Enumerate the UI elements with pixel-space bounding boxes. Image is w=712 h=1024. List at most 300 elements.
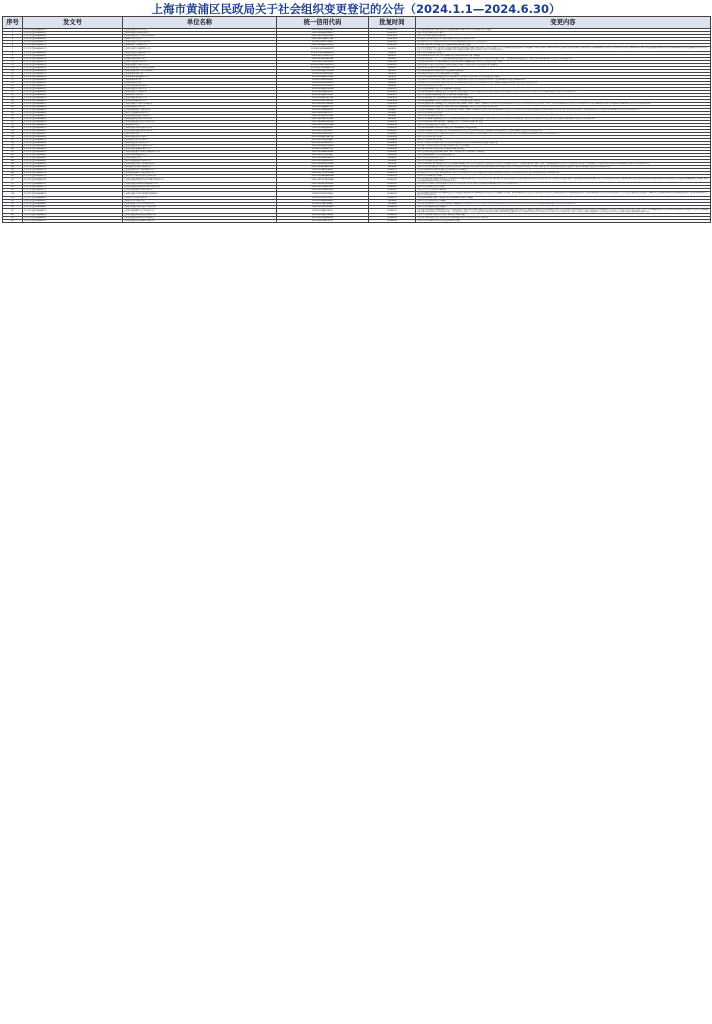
cell-credit-code: 52310101055886383XT <box>277 47 369 52</box>
cell-serial-number: 34 <box>3 130 23 133</box>
cell-serial-number: 62 <box>3 220 23 223</box>
cell-change-content: 法定代表人由周孝胜变更为贾瑞苗;业务范围由中学文化、职技类等非学历进修(涉及许可的,凭许可证开展业务)变更为非学历文化知识培训(涉及许可的,凭许可证开展业务)。 <box>416 133 711 136</box>
cell-serial-number: 40 <box>3 148 23 151</box>
cell-serial-number: 26 <box>3 106 23 109</box>
cell-change-content: 住所由黄浦区打浦路200号4号楼601室变更为黄浦区打浦路200号4号楼601室;业务范围由青少年篮球、乒乓球、游泳(涉及行政许可的,凭许可证开展业务)变更为青少年体育运动项目的训练和竞赛活动、体育培训(涉及许可的,凭许可证开展业务)、养生发展、组织开展各种宣传、赛事活动,青少年体育运动项目的训练和竞赛活动、体育培训(涉及许可的,凭许可证开展业务)。 <box>416 192 711 197</box>
cell-change-content: 住所由宁波路120号18楼110室变更为宁波路120号18楼110室;法定代表人由郑小杰变更为李伯静;业务范围由技能培训,开展有偿服务和培训;依法开展专业咨询、各种商业活动宣传交流、开展有偿服务和培训(涉及许可的,凭许可证开展业务)变更为承接政府购买服务,宣传法律,开展有偿服务和培训,开展培训知识,为社会提供商事调解和专业调解、参与社会治理(涉及行政许可的,凭许可证开展业务)。 <box>416 178 711 183</box>
cell-organization-name: 上海市民办文达中学 <box>123 38 277 41</box>
cell-approval-date: 2024/3/26 <box>369 100 416 103</box>
cell-document-number: 沪黄民社登[2024]0091号 <box>23 220 123 223</box>
cell-serial-number: 37 <box>3 139 23 142</box>
cell-document-number: 沪黄民社登[2024]0081号 <box>23 192 123 197</box>
cell-serial-number: 33 <box>3 127 23 130</box>
cell-credit-code: 52310101E78912309 <box>277 197 369 200</box>
cell-approval-date: 2024/1/25 <box>369 35 416 38</box>
cell-document-number: 沪黄民社登[2024]0056号 <box>23 136 123 139</box>
cell-serial-number: 18 <box>3 82 23 85</box>
cell-organization-name: 上海第一课堂教育文化中心 <box>123 61 277 64</box>
cell-approval-date: 2024/3/5 <box>369 82 416 85</box>
cell-approval-date: 2024/4/26 <box>369 145 416 148</box>
cell-organization-name: 上海市黄浦区浩海海涅悦教师服务中心 <box>123 214 277 217</box>
cell-change-content: 住所由斜土路1496号变更为中山南路969号1903室。 <box>416 88 711 91</box>
cell-document-number: 沪黄民社登[2024]0051号 <box>23 127 123 130</box>
cell-change-content: 住所由重庆南路100号1411室变更为制造局路181号3楼;法定代表人由张燕变更为黄佳华。 <box>416 29 711 32</box>
cell-serial-number: 23 <box>3 97 23 100</box>
cell-approval-date: 2024/3/21 <box>369 94 416 97</box>
cell-organization-name: 上海市黄浦区小学心中心 <box>123 106 277 109</box>
cell-document-number: 沪黄民社登[2024]0011号 <box>23 41 123 44</box>
cell-serial-number: 48 <box>3 172 23 175</box>
cell-change-content: 住所由中华路西路1003号3楼变更为中华路236号三层西首另一层;法定代表人由罗梅全变更为杨伟。 <box>416 76 711 79</box>
cell-change-content: 法定代表人由朱斌变更为王新江。 <box>416 32 711 35</box>
cell-document-number: 沪黄民社登[2024]0030号 <box>23 79 123 82</box>
cell-change-content: 法定代表人由张敏变更为高聪。 <box>416 175 711 178</box>
cell-approval-date: 2024/1/25 <box>369 38 416 41</box>
cell-credit-code: 52310101E78910006I <box>277 73 369 76</box>
cell-change-content: 住所由河南南路3号3-4号023室变更为蒙自路737号905室。 <box>416 169 711 172</box>
cell-credit-code: 52310101501109284 <box>277 100 369 103</box>
cell-approval-date: 2024/5/29 <box>369 189 416 192</box>
cell-document-number: 沪黄民社登[2024]0038号 <box>23 94 123 97</box>
cell-credit-code: 52310101695837877Y <box>277 220 369 223</box>
cell-serial-number: 4 <box>3 38 23 41</box>
cell-organization-name: 上海市黄浦区老西门街道社会组织服务中心 <box>123 151 277 154</box>
cell-document-number: 沪黄民社登[2024]0052号 <box>23 130 123 133</box>
cell-document-number: 沪黄民社登[2024]0059号 <box>23 145 123 148</box>
cell-document-number: 沪黄民社登[2024]0026号 <box>23 70 123 73</box>
cell-serial-number: 39 <box>3 145 23 148</box>
cell-organization-name: 上海市黄浦区外滩社区志愿者协会 <box>123 127 277 130</box>
cell-organization-name: 上海市章惠养老管理服务中心 <box>123 76 277 79</box>
cell-change-content: 法定代表人由孔东变更为贾燕。 <box>416 85 711 88</box>
cell-credit-code: 52310101MJ4974098 <box>277 169 369 172</box>
cell-credit-code: 52310101MJ498003E <box>277 127 369 130</box>
cell-document-number: 沪黄民社登[2024]0060号 <box>23 148 123 151</box>
cell-credit-code: 52310101094420859X <box>277 157 369 160</box>
cell-serial-number: 30 <box>3 118 23 121</box>
cell-approval-date: 2024/4/16 <box>369 127 416 130</box>
cell-approval-date: 2024/3/5 <box>369 79 416 82</box>
cell-serial-number: 24 <box>3 100 23 103</box>
cell-organization-name: 上海市黄浦区民生现代美术馆 <box>123 64 277 67</box>
column-header-document-number: 发文号 <box>23 17 123 29</box>
cell-credit-code: 52310101794547832G <box>277 189 369 192</box>
cell-organization-name: 上海黄浦区七彩星启育明德学校 <box>123 166 277 169</box>
cell-document-number: 沪黄民社登[2024]0057号 <box>23 139 123 142</box>
cell-serial-number: 17 <box>3 79 23 82</box>
cell-serial-number: 36 <box>3 136 23 139</box>
cell-serial-number: 1 <box>3 29 23 32</box>
cell-change-content: 住所由大沽路374号3楼变更为徐家汇路550号20楼C3座。 <box>416 214 711 217</box>
cell-change-content: 法定代表人由杨一鹏变更为赵一峰。 <box>416 35 711 38</box>
cell-credit-code: 52310101757587077O <box>277 55 369 58</box>
cell-serial-number: 52 <box>3 186 23 189</box>
cell-document-number: 沪黄民社登[2024]0064号 <box>23 154 123 157</box>
cell-approval-date: 2024/3/29 <box>369 106 416 109</box>
cell-approval-date: 2024/4/22 <box>369 130 416 133</box>
cell-organization-name: 上海市黄浦区欢乐汇社区服务中心 <box>123 145 277 148</box>
cell-credit-code: 52310101669388756P <box>277 58 369 61</box>
cell-credit-code: 52310101E78930983 <box>277 82 369 85</box>
cell-document-number: 沪黄民社登[2024]0050号 <box>23 124 123 127</box>
cell-serial-number: 16 <box>3 76 23 79</box>
cell-serial-number: 28 <box>3 112 23 115</box>
cell-approval-date: 2024/2/20 <box>369 61 416 64</box>
cell-document-number: 沪黄民社登[2024]0089号 <box>23 214 123 217</box>
cell-approval-date: 2024/4/30 <box>369 151 416 154</box>
cell-document-number: 沪黄民社登[2024]0041号 <box>23 103 123 106</box>
cell-serial-number: 12 <box>3 64 23 67</box>
cell-approval-date: 2024/5/31 <box>369 197 416 200</box>
cell-change-content: 住所由南京西路185号变更为南京西路185号B座6楼;业务范围由中小学生艺术类非学历非学历培训(涉及许可的,凭许可证开展业务)变更为非学历文化知识培训(涉及许可的,凭许可证开展业务)。 <box>416 203 711 206</box>
cell-credit-code: 52310101424820408 <box>277 200 369 203</box>
cell-organization-name: 上海市黄浦区申同人养护院 <box>123 136 277 139</box>
table-body <box>3 29 711 223</box>
cell-credit-code: 52310101667841895D <box>277 166 369 169</box>
cell-document-number: 沪黄民社登[2024]0075号 <box>23 183 123 186</box>
cell-change-content: 业务范围由学校教育变更为学历教育(涉及许可的,凭许可证开展业务)。 <box>416 38 711 41</box>
cell-serial-number: 6 <box>3 44 23 47</box>
cell-credit-code: 51310101MJ4968271V <box>277 106 369 109</box>
cell-change-content: 法定代表人由李经理变更为汉;业务范围由为开展世纪广场社会活动提供服务,开展社区志愿服务活动(涉及许可的,凭许可证开展业务)变更为为世纪广场社会活动、志愿服务开展社会公益活动、服务活动(涉及许可的,凭许可证开展业务)。 <box>416 166 711 169</box>
cell-document-number: 沪黄民社登[2024]0012号 <box>23 44 123 47</box>
cell-change-content: 法定代表人由朱贞元变更为朱毅峰。 <box>416 200 711 203</box>
cell-organization-name: 上海市黄浦区新闻晨报沪喆进修学校 <box>123 121 277 124</box>
cell-credit-code: 52310101767929376A <box>277 172 369 175</box>
cell-credit-code: 52310101MJ4973116 <box>277 209 369 214</box>
cell-organization-name: 上海市黄浦区天蓝朗教育培训中心 <box>123 130 277 133</box>
column-header-serial-number: 序号 <box>3 17 23 29</box>
cell-credit-code: 52310101MJ4979825A <box>277 88 369 91</box>
cell-document-number: 沪黄民社登[2024]0065号 <box>23 157 123 160</box>
cell-change-content: 住所由打浦路200号4号603室变更为斜土路768号404室;法定代表人由黄琪变更为金俊敏;业务范围由青少年游泳,各类中、青年游泳及培训、训练、比赛、交流(涉及行政许可的,凭许可证开展业务)变更为青少年游泳、各类体育类非学历非学历(涉及行政许可的,凭许可证开展业务)。 <box>416 163 711 166</box>
cell-document-number: 沪黄民社登[2024]0022号 <box>23 64 123 67</box>
cell-approval-date: 2024/5/20 <box>369 178 416 183</box>
cell-credit-code: 52310101E78821214K <box>277 38 369 41</box>
cell-serial-number: 59 <box>3 209 23 214</box>
cell-document-number: 沪黄民社登[2024]0003号 <box>23 32 123 35</box>
cell-document-number: 沪黄民社登[2024]0086号 <box>23 206 123 209</box>
cell-document-number: 沪黄民社登[2024]0015号 <box>23 47 123 52</box>
cell-serial-number: 60 <box>3 214 23 217</box>
cell-approval-date: 2024/2/2 <box>369 58 416 61</box>
cell-approval-date: 2024/5/8 <box>369 166 416 169</box>
cell-document-number: 沪黄民社登[2024]0058号 <box>23 142 123 145</box>
cell-serial-number: 55 <box>3 197 23 200</box>
cell-credit-code: 52310101757187085A <box>277 178 369 183</box>
cell-approval-date: 2024/4/30 <box>369 148 416 151</box>
cell-credit-code: 52310101750317664 <box>277 192 369 197</box>
cell-credit-code: 52310101425203583R <box>277 183 369 186</box>
cell-approval-date: 2024/5/6 <box>369 157 416 160</box>
cell-change-content: 业务范围由中小学生文化学科培训(涉及许可的,凭许可证开展业务)变更为普通高中非学科类培训(涉及许可的,凭许可证开展业务);开办资金由10.00万元变更为100.00万元。 <box>416 172 711 175</box>
cell-change-content: 法定代表人由郑智变更为郑敏。 <box>416 136 711 139</box>
cell-serial-number: 10 <box>3 58 23 61</box>
cell-credit-code: 52310101MJ4973108E <box>277 76 369 79</box>
cell-serial-number: 20 <box>3 88 23 91</box>
cell-document-number: 沪黄民社登[2024]0032号 <box>23 85 123 88</box>
cell-document-number: 沪黄民社登[2024]0048号 <box>23 118 123 121</box>
cell-document-number: 沪黄民社登[2024]0035号 <box>23 88 123 91</box>
cell-serial-number: 27 <box>3 109 23 112</box>
cell-document-number: 沪黄民社登[2024]0090号 <box>23 217 123 220</box>
cell-organization-name: 上海市知音职业学校 <box>123 79 277 82</box>
cell-credit-code: 52310101750592255C <box>277 186 369 189</box>
cell-organization-name: 上海市黄浦区格致八彩艺术俱乐部 <box>123 70 277 73</box>
cell-credit-code: 52310101695837877Y <box>277 112 369 115</box>
cell-approval-date: 2024/1/25 <box>369 41 416 44</box>
cell-document-number: 沪黄民社登[2024]0068号 <box>23 160 123 163</box>
cell-credit-code: 52310101766494470C <box>277 109 369 112</box>
cell-organization-name: 上海市黄浦区格致青少年体育俱乐部 <box>123 67 277 70</box>
cell-document-number: 沪黄民社登[2024]0036号 <box>23 91 123 94</box>
cell-document-number: 沪黄民社登[2024]0019号 <box>23 58 123 61</box>
cell-credit-code: 52310101MJ4979606O <box>277 32 369 35</box>
cell-organization-name: 上海市黄浦区大公调解中心 <box>123 91 277 94</box>
cell-organization-name: 上海人大人创新创业研修学院 <box>123 112 277 115</box>
cell-organization-name: 上海市黄浦区澜芝文化发展服务中心 <box>123 172 277 175</box>
table-header <box>3 17 711 29</box>
cell-approval-date: 2024/5/8 <box>369 160 416 163</box>
cell-approval-date: 2024/5/11 <box>369 169 416 172</box>
cell-credit-code: 52310101MJ4973431W <box>277 136 369 139</box>
cell-approval-date: 2024/4/26 <box>369 136 416 139</box>
cell-organization-name: 上海协进高级管理进修学院 <box>123 154 277 157</box>
cell-credit-code: 52310101747632882L <box>277 139 369 142</box>
cell-document-number: 沪黄民社登[2024]0023号 <box>23 67 123 70</box>
cell-organization-name: 上海明德进修学院 <box>123 124 277 127</box>
cell-approval-date: 2024/4/30 <box>369 154 416 157</box>
column-header-credit-code: 统一信用代码 <box>277 17 369 29</box>
cell-credit-code: 52310101MJ4979745N <box>277 70 369 73</box>
cell-change-content: 住所由蒙自路1359号3楼A322室变更为上海市黄浦区宁波路120号18楼110室;业务范围由为弱势群体开展慈善帮困与志愿服务项目,组织公益交流活动,开展与慈善公益相关的咨询与服务;接受政府委托开展相关服务项目(涉及行政许可的,凭许可证开展业务)变更为为社区、企业、社团等组织及提供公益活动支持,提供慈善资讯与服务,为社会公益慈善组织提供服务和志愿服务,以协助建设社区、为社区提供公益服务;为社会公益服务机构提供志愿者服务,承接政府和企事业单位项目(涉及许可的,凭许可证开展业务);法定代表人由冯俊变更为周秀杰;名称由上海市黄浦区慈济公益青年发展中心变更为上海市黄浦区外滩街道综合服务中心。 <box>416 209 711 214</box>
cell-serial-number: 56 <box>3 200 23 203</box>
cell-approval-date: 2024/3/1 <box>369 73 416 76</box>
cell-credit-code: 51310101501111BX8 <box>277 41 369 44</box>
cell-document-number: 沪黄民社登[2024]0049号 <box>23 121 123 124</box>
cell-serial-number: 49 <box>3 175 23 178</box>
cell-change-content: 住所由汉口路266号9楼901室变更为汉口路300号3楼301室;业务范围由普通高中学科课外辅导变更为学科类非学历补习(涉及许可的,凭许可证开展业务),变更为非学历文化知识培训(涉及许可的,凭许可证开展业务)。 <box>416 118 711 121</box>
cell-serial-number: 8 <box>3 52 23 55</box>
cell-credit-code: 52310101739036327X9 <box>277 67 369 70</box>
cell-serial-number: 2 <box>3 32 23 35</box>
cell-serial-number: 14 <box>3 70 23 73</box>
cell-approval-date: 2024/6/24 <box>369 217 416 220</box>
cell-serial-number: 51 <box>3 183 23 186</box>
cell-change-content: 住所由淮海南路933号2501变更为斜土路433号402室。 <box>416 70 711 73</box>
cell-change-content: 住所由浙江南路800号17楼变更为宁海东路200号1505、1506、1516;业务范围由中华汉语(涉及行政许可的,凭许可证开展业务),开展体育赛事活动(其他体育运动除外)变更为非学历教育(体育培训)、开展体育运动非学历文化知识培训(涉及许可的,凭许可证开展业务)。 <box>416 109 711 112</box>
cell-serial-number: 15 <box>3 73 23 76</box>
cell-document-number: 沪黄民社登[2024]0074号 <box>23 178 123 183</box>
cell-document-number: 沪黄民社登[2024]0021号 <box>23 61 123 64</box>
cell-change-content: 法定代表人由张振敏变更为陈冀华。 <box>416 206 711 209</box>
cell-serial-number: 13 <box>3 67 23 70</box>
cell-serial-number: 38 <box>3 142 23 145</box>
cell-approval-date: 2024/2/2 <box>369 55 416 58</box>
cell-change-content: 名称由上海民生现代美术馆变更为上海市黄浦区民生现代美术馆;法定代表人由黄萍变更为张涛宁。 <box>416 64 711 67</box>
column-header-organization-name: 单位名称 <box>123 17 277 29</box>
cell-organization-name: 上海市当代人才进修学院 <box>123 200 277 203</box>
cell-change-content: 法定代表人由徐俊亮变更为王刚。 <box>416 186 711 189</box>
cell-organization-name: 上海市黄浦区社会救助事务管理中心 <box>123 220 277 223</box>
cell-approval-date: 2024/4/16 <box>369 121 416 124</box>
cell-change-content: 住所由中华东站路110号变更为西宝家路121号3楼。 <box>416 220 711 223</box>
cell-change-content: 法定代表人由任晓东变更为黄凯。 <box>416 160 711 163</box>
cell-credit-code: 52310101341549501O <box>277 142 369 145</box>
cell-document-number: 沪黄民社登[2024]0028号 <box>23 76 123 79</box>
cell-credit-code: 52310101558797240K <box>277 115 369 118</box>
cell-change-content: 业务范围由高等非学历教育(财经类、外语类)(涉及许可的,凭许可证开展业务)变更为高等非学历教育(财经类、外语类)(涉及许可的,凭许可证开展业务)。 <box>416 130 711 133</box>
cell-approval-date: 2024/4/26 <box>369 139 416 142</box>
cell-approval-date: 2024/5/31 <box>369 192 416 197</box>
cell-organization-name: 上海市黄浦区艺术教育学会 <box>123 88 277 91</box>
cell-organization-name: 上海市黄浦区五里桥社区老年日间照料站 <box>123 192 277 197</box>
cell-change-content: 业务范围由中小学艺术特长生教育变更为初中学历教育(涉及许可的,凭许可证开展业务);开办资金由50.00万元变更为100.00万元。 <box>416 79 711 82</box>
cell-approval-date: 2024/3/1 <box>369 76 416 79</box>
cell-approval-date: 2024/4/3 <box>369 112 416 115</box>
cell-credit-code: 52310101593130141S <box>277 35 369 38</box>
cell-credit-code: 51310101501101109X <box>277 29 369 32</box>
cell-credit-code: 52310101MJ4979845X <box>277 214 369 217</box>
cell-organization-name: 上海市黄浦区本文化艺术中心 <box>123 142 277 145</box>
cell-document-number: 沪黄民社登[2024]0046号 <box>23 112 123 115</box>
cell-approval-date: 2024/4/26 <box>369 133 416 136</box>
cell-change-content: 业务范围由中小学艺术特长生教育变更为初中学历教育(涉及许可的,凭许可证开展业务)变更为普通高中课程教育(涉及许可的,凭许可证开展业务)。 <box>416 82 711 85</box>
cell-credit-code: 52310101055886383XT <box>277 52 369 55</box>
cell-serial-number: 22 <box>3 94 23 97</box>
cell-document-number: 沪黄民社登[2024]0070号 <box>23 166 123 169</box>
cell-organization-name: 上海市黄浦区瑞金二路街道商会 <box>123 109 277 112</box>
cell-approval-date: 2024/2/2 <box>369 52 416 55</box>
cell-organization-name: 上海翔鸿青少年体育俱乐部 <box>123 197 277 200</box>
cell-credit-code: 52310101660763900A <box>277 121 369 124</box>
registration-change-table <box>2 16 711 223</box>
cell-change-content: 住所由复兴东路53号底层变更为蒙自东路27号地下一层113室。 <box>416 145 711 148</box>
cell-approval-date: 2024/4/26 <box>369 142 416 145</box>
cell-approval-date: 2024/5/8 <box>369 163 416 166</box>
cell-approval-date: 2024/4/1 <box>369 109 416 112</box>
cell-document-number: 沪黄民社登[2024]0002号 <box>23 29 123 32</box>
cell-approval-date: 2024/5/22 <box>369 186 416 189</box>
cell-document-number: 沪黄民社登[2024]0027号 <box>23 73 123 76</box>
cell-document-number: 沪黄民社登[2024]0073号 <box>23 175 123 178</box>
cell-approval-date: 2024/5/20 <box>369 183 416 186</box>
cell-change-content: 法定代表人由郭蕾变更为黄静。 <box>416 52 711 55</box>
cell-approval-date: 2024/1/10 <box>369 32 416 35</box>
column-header-approval-date: 批复时间 <box>369 17 416 29</box>
cell-organization-name: 上海国际语言培训学院 <box>123 94 277 97</box>
cell-serial-number: 3 <box>3 35 23 38</box>
cell-change-content: 住所由外马路1218号变更为蒙自路757号2903室;法定代表人由孙伟明变更为陈华胜。 <box>416 217 711 220</box>
cell-organization-name: 上海市保家职业技能学校 <box>123 58 277 61</box>
cell-credit-code: 52310101MJ4979526C <box>277 94 369 97</box>
cell-organization-name: 上海市知音职业学校 <box>123 82 277 85</box>
cell-approval-date: 2024/3/12 <box>369 88 416 91</box>
cell-organization-name: 上海市黄浦区慈济公益青年发展中心 <box>123 209 277 214</box>
cell-change-content: 住所由普陀路721弄1号楼二楼二楼南侧变更为普陀路721弄1号楼二楼南侧。 <box>416 55 711 58</box>
cell-serial-number: 7 <box>3 47 23 52</box>
cell-change-content: 法定代表人由周浩芳变更为任慧敏。 <box>416 67 711 70</box>
cell-change-content: 住所由大境路58号3楼310室变更为宁波路120号18楼110室。 <box>416 94 711 97</box>
cell-document-number: 沪黄民社登[2024]0083号 <box>23 200 123 203</box>
cell-credit-code: 51310101501110419G <box>277 85 369 88</box>
cell-serial-number: 35 <box>3 133 23 136</box>
cell-change-content: 住所由淮海南路890号1401室变更为打浦路15号35层03室;业务范围由调解社会纠纷,开展法制宣传与教育(涉及许可的,凭许可证开展业务)变更为自学考试辅导(涉及许可的,凭许可证开展业务)。 <box>416 91 711 94</box>
cell-credit-code: 52310101425704636P <box>277 103 369 106</box>
cell-organization-name: 上海市黄浦区中学校总务管理协会 <box>123 103 277 106</box>
cell-document-number: 沪黄民社登[2024]0016号 <box>23 52 123 55</box>
cell-approval-date: 2024/3/26 <box>369 103 416 106</box>
cell-document-number: 沪黄民社登[2024]0082号 <box>23 197 123 200</box>
cell-organization-name: 上海市黄浦区易制毒化学品管理协会 <box>123 217 277 220</box>
page-title: 上海市黄浦区民政局关于社会组织变更登记的公告（2024.1.1—2024.6.30） <box>151 2 561 16</box>
cell-organization-name: 上海市黄浦区南港口技术培训中心 <box>123 189 277 192</box>
cell-organization-name: 上海市黄浦区计划生育协会 <box>123 29 277 32</box>
cell-organization-name: 上海市黄浦区优质教育技术协会 <box>123 41 277 44</box>
cell-approval-date: 2024/3/5 <box>369 85 416 88</box>
cell-change-content: 住所由徽国路805号501、505室变更为徽国路805号501、508室。 <box>416 197 711 200</box>
cell-change-content: 住所由制造局路666号变更为方斜515号;法定代表人由沈新明变更为黄志超。 <box>416 100 711 103</box>
cell-document-number: 沪黄民社登[2024]0031号 <box>23 82 123 85</box>
cell-serial-number: 32 <box>3 124 23 127</box>
cell-serial-number: 19 <box>3 85 23 88</box>
cell-document-number: 沪黄民社登[2024]0087号 <box>23 209 123 214</box>
cell-change-content: 住所由蒙自路374号1156室变更为西藏南路765号601室1-1座。 <box>416 44 711 47</box>
cell-document-number: 沪黄民社登[2024]0079号 <box>23 189 123 192</box>
cell-organization-name: 上海威霆社区事务服务中心 <box>123 100 277 103</box>
cell-serial-number: 53 <box>3 189 23 192</box>
cell-credit-code: 52310101768780841J <box>277 203 369 206</box>
cell-serial-number: 57 <box>3 203 23 206</box>
cell-credit-code: 52310101424820336M <box>277 163 369 166</box>
cell-credit-code: 52310101501103382A <box>277 124 369 127</box>
cell-organization-name: 上海市黄浦区大成文化艺术进修学校 <box>123 203 277 206</box>
cell-organization-name: 上海经警进修学院 <box>123 133 277 136</box>
cell-change-content: 住所由广西北路1号1205号变更为北京东路2704室变更为北京东路818号海外滩金融大厦807室。 <box>416 142 711 145</box>
cell-serial-number: 21 <box>3 91 23 94</box>
cell-document-number: 沪黄民社登[2024]0077号 <box>23 186 123 189</box>
cell-document-number: 沪黄民社登[2024]0039号 <box>23 97 123 100</box>
cell-organization-name: 上海市南京路世纪广场管理服务中心 <box>123 169 277 172</box>
cell-credit-code: 52310101MJ4968034Y <box>277 217 369 220</box>
cell-organization-name: 上海江南智造创意产业促进中心 <box>123 160 277 163</box>
cell-serial-number: 41 <box>3 151 23 154</box>
cell-serial-number: 9 <box>3 55 23 58</box>
cell-approval-date: 2024/3/1 <box>369 70 416 73</box>
cell-document-number: 沪黄民社登[2024]0043号 <box>23 109 123 112</box>
cell-serial-number: 5 <box>3 41 23 44</box>
cell-credit-code: 52310101MJ4973200D <box>277 44 369 47</box>
cell-credit-code: 52310101E78910321L <box>277 133 369 136</box>
cell-document-number: 沪黄民社登[2024]0055号 <box>23 133 123 136</box>
cell-serial-number: 50 <box>3 178 23 183</box>
cell-organization-name: 上海市元劲教育专修学院 <box>123 55 277 58</box>
cell-change-content: 业务范围由为中学学习教育变更为初中学历教育(涉及行政许可的,凭许可证开展业务)。 <box>416 41 711 44</box>
cell-approval-date: 2024/6/24 <box>369 214 416 217</box>
cell-approval-date: 2024/5/14 <box>369 175 416 178</box>
column-header-change-content: 变更内容 <box>416 17 711 29</box>
cell-change-content: 住所由打浦路335~343号601室、1室A8室变更为六合路98号9层A、B、C室。 <box>416 121 711 124</box>
cell-organization-name: 上海黄浦区新闻晨报沪喆进修学校 <box>123 118 277 121</box>
cell-serial-number: 43 <box>3 157 23 160</box>
header-row <box>3 17 711 29</box>
cell-approval-date: 2024/3/1 <box>369 67 416 70</box>
cell-organization-name: 上海市黄浦区社会组织服务中心 <box>123 47 277 52</box>
cell-organization-name: 上海市黄浦区夭青青少年体育俱乐部 <box>123 35 277 38</box>
cell-approval-date: 2024/6/21 <box>369 209 416 214</box>
cell-approval-date: 2024/6/4 <box>369 203 416 206</box>
cell-serial-number: 29 <box>3 115 23 118</box>
